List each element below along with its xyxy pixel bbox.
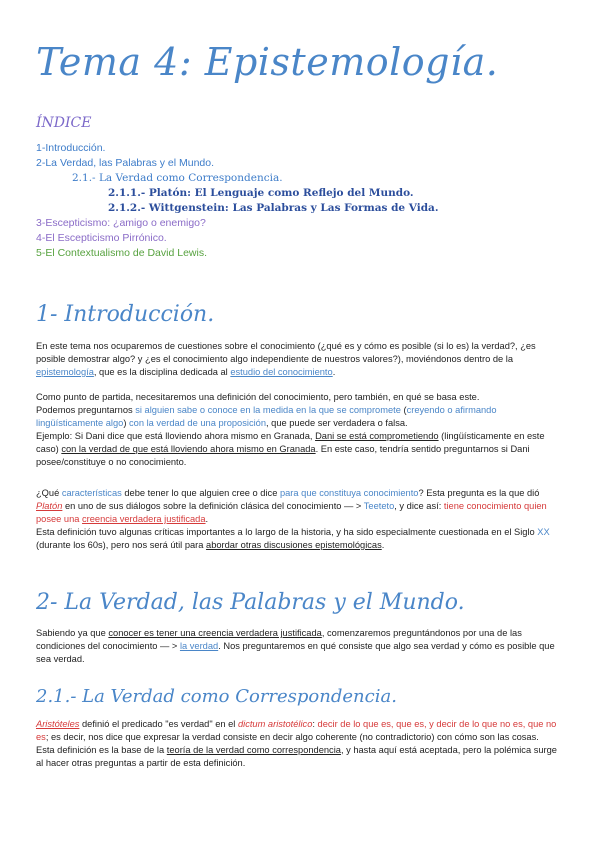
underlined-text: con la verdad de que está lloviendo ahora mismo en Granada [61,444,316,454]
text: ? Esta pregunta es la que dió [418,488,540,498]
toc-item-4[interactable] [36,231,167,246]
text: , que puede ser verdadera o falsa. [266,418,408,428]
paragraph-definition [36,391,564,469]
text: En este tema nos ocuparemos de cuestiones sobre el conocimiento (¿qué es y cómo es posible (si lo es) la verdad?, ¿es posible demostrar algo? y ¿es el conocimiento algo independiente de nuestros valores?), moviéndonos dentro de la [36,341,536,364]
text: ¿Qué [36,488,62,498]
link-estudio-conocimiento[interactable]: estudio del conocimiento [230,367,333,377]
highlight-text: características [61,488,122,498]
paragraph-intro [36,340,564,379]
text: ) [123,418,130,428]
highlight-text: XX [537,527,550,537]
toc-label: El Escepticismo Pirrónico. [45,232,167,244]
paragraph-verdad [36,627,564,666]
toc-item-2-1-2[interactable] [108,201,439,216]
text: ; es decir, nos dice que expresar la verdad consiste en decir algo coherente (no contradictorio) con cómo son las cosas. [45,732,539,742]
toc-num: 5- [36,247,46,259]
underlined-text: Dani se está comprometiendo [315,431,439,441]
toc-item-5[interactable] [36,246,207,261]
highlight-text: creyendo o afirmando lingüísticamente algo [36,405,497,428]
section-heading-introduccion: 1- Introducción. [36,302,215,327]
toc-label: Escepticismo: ¿amigo o enemigo? [45,217,206,229]
section-heading-correspondencia: 2.1.- La Verdad como Correspondencia. [36,686,397,707]
text: ( [400,405,407,415]
toc-label: Introducción. [45,142,106,154]
toc-item-2-1-1[interactable] [108,186,414,201]
link-la-verdad[interactable]: la verdad [179,641,219,651]
text: . [381,540,385,550]
toc-label: El Contextualismo de David Lewis. [45,247,208,259]
toc-item-2-1[interactable] [72,171,283,186]
toc-num: 1- [36,142,46,154]
toc-num: 2.1.2.- [108,202,146,214]
paragraph-aristoteles [36,718,564,770]
text: (lingüísticamente en este caso) [36,431,545,454]
toc-label: La Verdad, las Palabras y el Mundo. [45,157,215,169]
highlight-text: con la verdad de una proposición [129,418,266,428]
red-underlined-text: creencia verdadera justificada [82,514,206,524]
toc-num: 2.1.- [72,172,96,184]
text: . Nos preguntaremos en qué consiste que algo sea verdad y cómo es posible que sea verdad. [36,641,555,664]
toc-item-3[interactable] [36,216,206,231]
paragraph-platon [36,487,564,552]
toc-item-1[interactable] [36,141,105,156]
text: . [332,367,336,377]
text: Esta definición es la base de la [36,745,167,755]
underlined-text: conocer es tener una creencia verdadera justificada [108,628,322,638]
toc-item-2[interactable] [36,156,214,171]
text: Podemos preguntarnos [36,405,136,415]
text: , que es la disciplina dedicada al [93,367,231,377]
text: . En este caso, tendría sentido preguntarnos si Dani posee/constituye o no conocimiento. [36,444,530,467]
underlined-text: teoría de la verdad como correspondencia [166,745,341,755]
toc-num: 2- [36,157,46,169]
highlight-text: para que constituya conocimiento [279,488,419,498]
highlight-text: si alguien sabe o conoce en la medida en la que se compromete [135,405,401,415]
underlined-text: abordar otras discusiones epistemológicas [206,540,382,550]
highlight-text: Teeteto [363,501,395,511]
text: debe tener lo que alguien cree o dice [121,488,280,498]
text: en uno de sus diálogos sobre la definición clásica del conocimiento — > [62,501,364,511]
section-heading-verdad: 2- La Verdad, las Palabras y el Mundo. [36,590,465,615]
toc-num: 2.1.1.- [108,187,146,199]
toc-label: La Verdad como Correspondencia. [98,172,283,184]
text: Esta definición tuvo algunas críticas importantes a lo largo de la historia, y ha sido especialmente cuestionada en el Siglo [36,527,538,537]
text: : [312,719,318,729]
text: , y hasta aquí está aceptada, pero la polémica surge al hacer otras preguntas a partir de esta definición. [36,745,557,768]
text: , y dice así: [394,501,444,511]
toc-num: 3- [36,217,46,229]
red-text: tiene conocimiento quien posee una [36,501,547,524]
text: Ejemplo: Si Dani dice que está lloviendo ahora mismo en Granada, [36,431,316,441]
red-italic-text: dictum aristotélico [237,719,313,729]
link-epistemologia[interactable]: epistemología [36,367,94,377]
text: . [205,514,209,524]
page-title: Tema 4: Epistemología. [36,40,499,84]
toc-label: Wittgenstein: Las Palabras y Las Formas de Vida. [148,202,439,214]
text: definió el predicado "es verdad" en el [79,719,238,729]
author-platon: Platón [36,501,63,511]
text: , comenzaremos preguntándonos por una de las condiciones del conocimiento — > [36,628,522,651]
text: (durante los 60s), pero nos será útil para [36,540,207,550]
toc-label: Platón: El Lenguaje como Reflejo del Mundo. [148,187,414,199]
toc-num: 4- [36,232,46,244]
text: Como punto de partida, necesitaremos una definición del conocimiento, pero también, en qué se basa este. [36,392,480,402]
index-heading: ÍNDICE [36,115,92,131]
red-text: decir de lo que es, que es, y decir de lo que no es, que no es [36,719,557,742]
author-aristoteles: Aristóteles [36,719,80,729]
text: Sabiendo ya que [36,628,109,638]
